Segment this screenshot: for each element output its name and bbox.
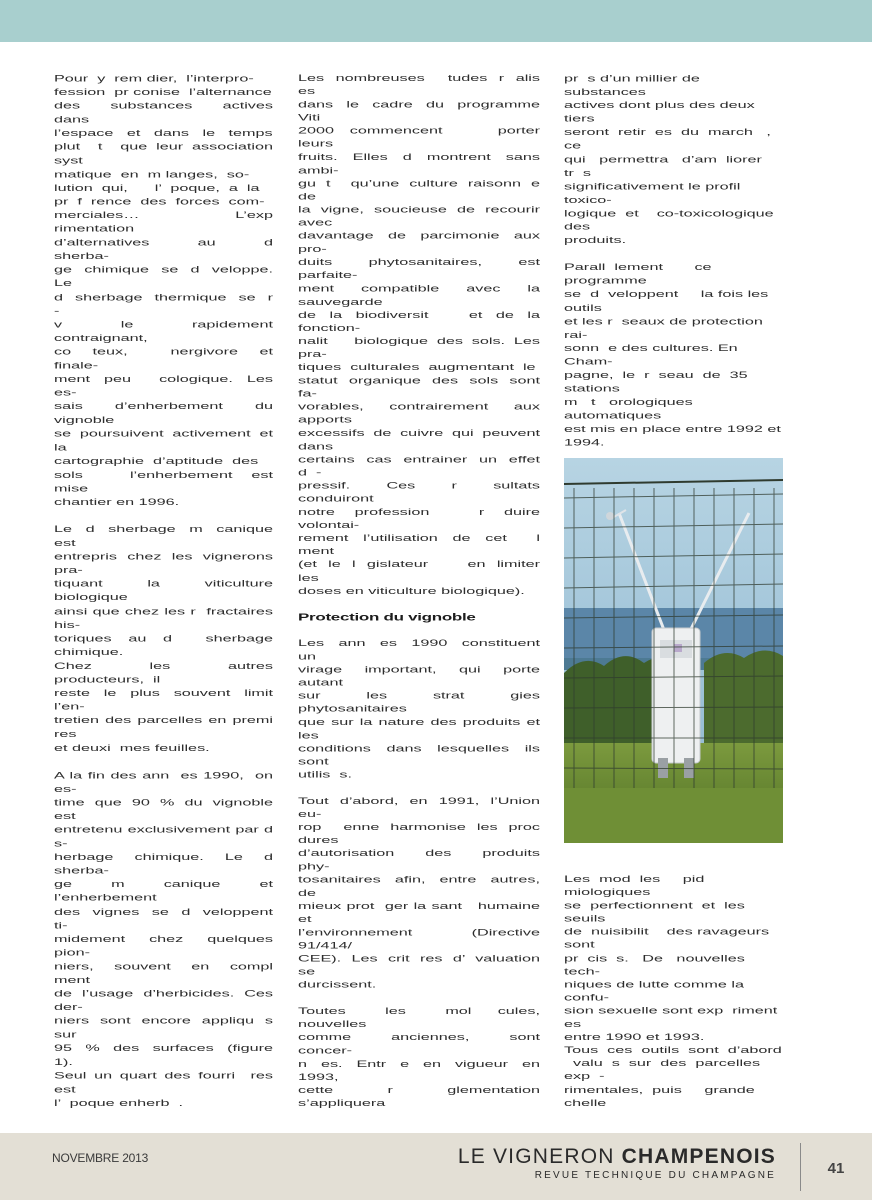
- paragraph: A la fin des ann es 1990, on es- time que 90 % du vignoble est entretenu exclusivement par d s- herbage chimique. Le d sherba- ge m canique et l’enherbement des vignes se d veloppent ti- midement chez quelques pion- niers, souvent en compl ment de l’usage d’herbicides. Ces der- niers sont encore appliqu s sur 95 % des surfaces (figure 1). Seul un quart des fourri res est l’ poque enherb .: [54, 769, 273, 1109]
- magazine-subtitle: REVUE TECHNIQUE DU CHAMPAGNE: [534, 1170, 776, 1181]
- issue-date: NOVEMBRE 2013: [52, 1151, 149, 1165]
- paragraph: Les nombreuses tudes r alis es dans le cadre du programme Viti 2000 commencent porter leurs fruits. Elles d montrent sans ambi- gu t qu’une culture raisonn e de la vigne, soucieuse de recourir avec davantage de parcimonie aux pro- duits phytosanitaires, est parfaite- ment compatible avec la sauvegarde de la biodiversit et de la fonction- nalit biologique des sols. Les pra- tiques culturales augmentant le statut organique des sols sont fa- vorables, contrairement aux apports excessifs de cuivre qui peuvent dans certains cas entrainer un effet d - pressif. Ces r sultats conduiront notre profession r duire volontai- rement l’utilisation de cet l ment (et le l gislateur en limiter les doses en viticulture biologique).: [298, 73, 540, 596]
- paragraph: Le d sherbage m canique est entrepris chez les vignerons pra- tiquant la viticulture biologique ainsi que chez les r fractaires his- toriques au d sherbage chimique. Chez les autres producteurs, il reste le plus souvent limit l’en- tretien des parcelles en premi res et deuxi mes feuilles.: [54, 523, 273, 754]
- article-column-1: [54, 72, 273, 1110]
- weather-station-photo: [564, 458, 783, 843]
- paragraph: Les mod les pid miologiques se perfectionnent et les seuils de nuisibilit des ravageurs sont pr cis s. De nouvelles tech- niques de lutte comme la confu- sion sexuelle sont exp riment es entre 1990 et 1993. Tous ces outils sont d’abord valu s sur des parcelles exp - rimentales, puis grande chelle: [564, 874, 782, 1109]
- paragraph: Pour y rem dier, l’interpro- fession pr conise l’alternance des substances actives dans l’espace et dans le temps plut t que leur association syst matique en m langes, so- lution qui, l’ poque, a la pr f rence des forces com- merciales… L’exp rimentation d’alternatives au d sherba- ge chimique se d veloppe. Le d sherbage thermique se r - v le rapidement contraignant, co teux, nergivore et finale- ment peu cologique. Les es- sais d’enherbement du vignoble se poursuivent activement et la cartographie d’aptitude des sols l’enherbement est mise chantier en 1996.: [54, 73, 273, 508]
- paragraph: Toutes les mol cules, nouvelles comme anciennes, sont concer- n es. Entr e en vigueur en 1993, cette r glementation s’appliquera: [298, 1006, 540, 1109]
- footer-divider: [800, 1143, 801, 1191]
- paragraph: Parall lement ce programme se d veloppent la fois les outils et les r seaux de protection rai- sonn e des cultures. En Cham- pagne, le r seau de 35 stations m t orologiques automatiques est mis en place entre 1992 et 1994.: [564, 261, 781, 448]
- article-column-3-continued: [564, 873, 784, 1110]
- paragraph: Les ann es 1990 constituent un virage important, qui porte autant sur les strat gies phytosanitaires que sur la nature des produits et les conditions dans lesquelles ils sont utilis s.: [298, 638, 540, 780]
- section-heading: Protection du vignoble: [298, 611, 476, 623]
- page-number: 41: [827, 1160, 845, 1177]
- article-column-3: [564, 72, 784, 450]
- paragraph: Tout d’abord, en 1991, l’Union eu- rop enne harmonise les proc dures d’autorisation des produits phy- tosanitaires afin, entre autres, de mieux prot ger la sant humaine et l’environnement (Directive 91/414/ CEE). Les crit res d’ valuation se durcissent.: [298, 795, 540, 991]
- paragraph: pr s d’un millier de substances actives dont plus des deux tiers seront retir es du march , ce qui permettra d’am liorer tr s significativement le profil toxico- logique et co-toxicologique des produits.: [564, 73, 774, 246]
- header-band: [0, 0, 872, 42]
- brand-name-light: LE VIGNERON: [457, 1145, 615, 1168]
- magazine-brand: [430, 1145, 776, 1169]
- article-column-2: [298, 72, 540, 1110]
- brand-name-bold: CHAMPENOIS: [621, 1145, 776, 1168]
